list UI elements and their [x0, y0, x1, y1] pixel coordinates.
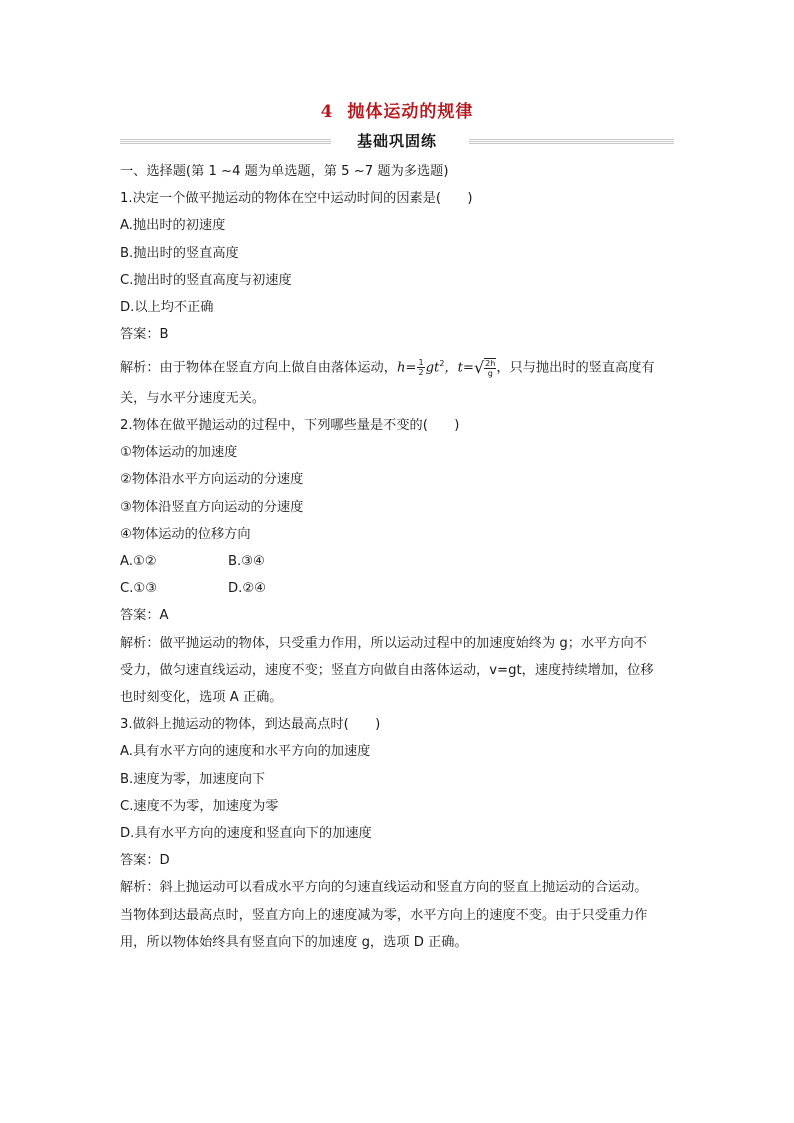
question-1-stem: 1.决定一个做平抛运动的物体在空中运动时间的因素是( ): [120, 191, 473, 207]
sqrt-formula: √ $\frac{2h}{g}$: [473, 358, 496, 378]
question-3-analysis-2: 当物体到达最高点时，竖直方向上的速度减为零，水平方向上的速度不变。由于只受重力作: [120, 907, 648, 923]
subtitle: 基础巩固练: [356, 132, 437, 150]
question-2-item-1: ①物体运动的加速度: [120, 445, 238, 461]
formula-h: h=: [396, 360, 417, 376]
question-3-analysis-3: 用，所以物体始终具有竖直向下的加速度 g，选项 D 正确。: [120, 934, 468, 950]
question-2-option-c: C.①③: [120, 581, 158, 597]
question-1-option-c: C.抛出时的竖直高度与初速度: [120, 272, 292, 288]
subtitle-block: [120, 130, 674, 154]
formula-exponent: 2: [439, 359, 445, 369]
question-2-analysis-3: 也时刻变化，选项 A 正确。: [120, 690, 283, 706]
question-2-stem: 2.物体在做平抛运动的过程中，下列哪些量是不变的( ): [120, 418, 460, 434]
question-2-analysis-1: 解析：做平抛运动的物体，只受重力作用，所以运动过程中的加速度始终为 g；水平方向不: [120, 635, 647, 651]
question-1-analysis: [120, 348, 680, 384]
question-3-option-b: B.速度为零，加速度向下: [120, 771, 266, 787]
divider-right: [469, 139, 674, 145]
formula-t: ，t=: [444, 360, 474, 376]
question-2-item-3: ③物体沿竖直方向运动的分速度: [120, 499, 304, 515]
question-3-stem: 3.做斜上抛运动的物体，到达最高点时( ): [120, 717, 381, 733]
question-1-answer: 答案：B: [120, 327, 169, 343]
question-1-option-d: D.以上均不正确: [120, 300, 214, 316]
question-3-analysis-1: 解析：斜上抛运动可以看成水平方向的匀速直线运动和竖直方向的竖直上抛运动的合运动。: [120, 880, 648, 896]
question-2-options-cd: [120, 575, 680, 602]
question-3-option-c: C.速度不为零，加速度为零: [120, 798, 279, 814]
question-2-item-4: ④物体运动的位移方向: [120, 526, 251, 542]
question-3-option-a: A.具有水平方向的速度和水平方向的加速度: [120, 744, 371, 760]
analysis-text: 解析：由于物体在竖直方向上做自由落体运动，: [120, 360, 397, 376]
question-3-answer: 答案：D: [120, 853, 170, 869]
document-body: [120, 158, 680, 956]
analysis-text-post: ，只与抛出时的竖直高度有: [496, 360, 655, 376]
question-2-option-d: D.②④: [228, 581, 266, 597]
question-2-option-a: A.①②: [120, 554, 157, 570]
question-1-option-b: B.抛出时的竖直高度: [120, 245, 239, 261]
fraction-one-half: $\frac{1}{2}$: [418, 358, 424, 378]
question-2-option-b: B.③④: [228, 554, 265, 570]
question-2-item-2: ②物体沿水平方向运动的分速度: [120, 472, 304, 488]
formula-gt: gt: [425, 360, 440, 376]
part-heading: 一、选择题(第 1 ~4 题为单选题，第 5 ~7 题为多选题): [120, 164, 449, 179]
section-title: [0, 97, 794, 122]
question-2-options-ab: [120, 548, 680, 575]
radical-sign: √: [473, 358, 485, 378]
question-2-analysis-2: 受力，做匀速直线运动，速度不变；竖直方向做自由落体运动，v=gt，速度持续增加，位移: [120, 662, 654, 678]
section-title-text: 抛体运动的规律: [347, 102, 474, 122]
section-number: 4: [320, 102, 334, 122]
question-1-option-a: A.抛出时的初速度: [120, 218, 226, 234]
question-1-analysis-line2: 关，与水平分速度无关。: [120, 390, 266, 406]
question-2-answer: 答案：A: [120, 608, 169, 624]
question-3-option-d: D.具有水平方向的速度和竖直向下的加速度: [120, 826, 372, 842]
